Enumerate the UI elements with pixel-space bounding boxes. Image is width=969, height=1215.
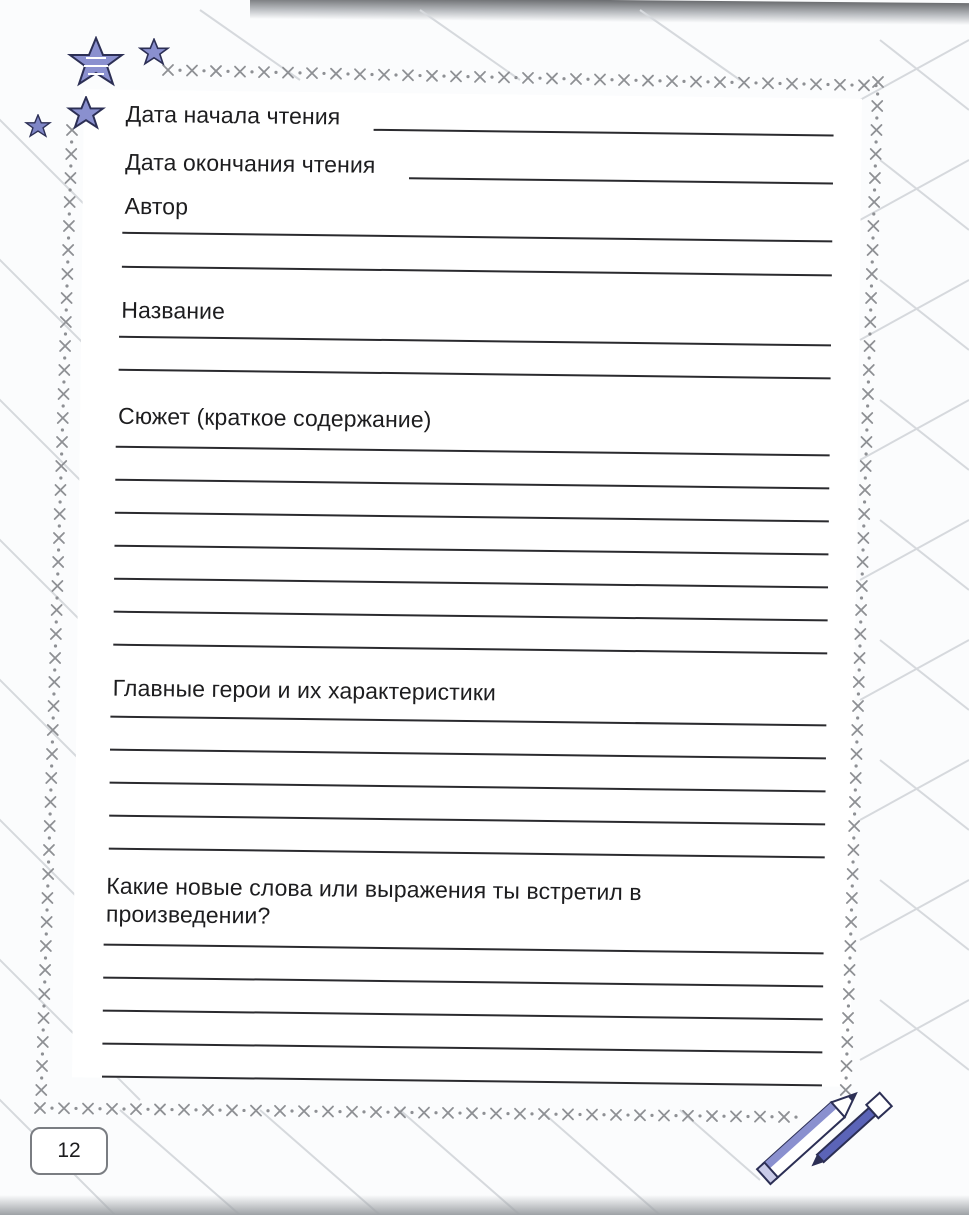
border-dot <box>586 78 589 81</box>
border-cross <box>66 149 76 159</box>
border-cross <box>871 125 881 135</box>
border-dot <box>754 81 757 84</box>
border-dot <box>70 140 73 143</box>
border-dot <box>826 83 829 86</box>
border-cross <box>853 701 863 711</box>
border-cross <box>35 1103 45 1113</box>
border-cross <box>56 461 66 471</box>
border-dot <box>146 1108 149 1111</box>
border-dot <box>634 79 637 82</box>
border-cross <box>872 101 882 111</box>
border-dot <box>802 82 805 85</box>
border-cross <box>835 80 845 90</box>
border-dot <box>53 668 56 671</box>
border-cross <box>419 1108 429 1118</box>
plot-label: Сюжет (краткое содержание) <box>117 402 432 433</box>
border-cross <box>187 66 197 76</box>
border-cross <box>854 677 864 687</box>
border-cross <box>52 605 62 615</box>
border-cross <box>83 1104 93 1114</box>
border-dot <box>52 716 55 719</box>
border-cross <box>259 67 269 77</box>
border-cross <box>863 389 873 399</box>
border-dot <box>514 76 517 79</box>
border-dot <box>698 1114 701 1117</box>
border-cross <box>61 317 71 327</box>
border-dot <box>658 79 661 82</box>
border-cross <box>571 74 581 84</box>
border-dot <box>66 260 69 263</box>
border-cross <box>49 701 59 711</box>
border-cross <box>845 941 855 951</box>
border-dot <box>610 78 613 81</box>
border-dot <box>847 1004 850 1007</box>
border-dot <box>730 81 733 84</box>
border-dot <box>872 212 875 215</box>
border-dot <box>370 73 373 76</box>
border-dot <box>250 70 253 73</box>
new-words-label: Какие новые слова или выражения ты встретил в произведении? <box>105 872 642 929</box>
border-dot <box>850 908 853 911</box>
border-dot <box>49 788 52 791</box>
border-dot <box>54 644 57 647</box>
border-cross <box>251 1106 261 1116</box>
border-cross <box>848 869 858 879</box>
border-dot <box>64 332 67 335</box>
border-cross <box>42 893 52 903</box>
border-cross <box>862 413 872 423</box>
border-cross <box>523 73 533 83</box>
border-cross <box>856 605 866 615</box>
border-dot <box>846 1028 849 1031</box>
border-cross <box>787 79 797 89</box>
page-number: 12 <box>30 1127 108 1175</box>
border-dot <box>48 836 51 839</box>
border-cross <box>539 1109 549 1119</box>
border-cross <box>59 365 69 375</box>
border-cross <box>467 1108 477 1118</box>
border-cross <box>707 1111 717 1121</box>
border-cross <box>715 77 725 87</box>
border-cross <box>52 581 62 591</box>
border-dot <box>851 860 854 863</box>
border-dot <box>873 188 876 191</box>
border-dot <box>98 1107 101 1110</box>
border-cross <box>859 80 869 90</box>
border-cross <box>163 65 173 75</box>
border-cross <box>443 1108 453 1118</box>
border-cross <box>855 629 865 639</box>
border-cross <box>41 941 51 951</box>
border-dot <box>506 1112 509 1115</box>
border-dot <box>57 548 60 551</box>
star-icon <box>24 114 52 138</box>
border-dot <box>314 1110 317 1113</box>
star-icon <box>66 96 106 130</box>
border-dot <box>40 1076 43 1079</box>
border-dot <box>61 428 64 431</box>
border-cross <box>595 75 605 85</box>
border-dot <box>65 284 68 287</box>
border-dot <box>410 1111 413 1114</box>
border-cross <box>65 173 75 183</box>
border-cross <box>283 68 293 78</box>
border-dot <box>871 260 874 263</box>
border-cross <box>40 965 50 975</box>
border-cross <box>611 1110 621 1120</box>
border-cross <box>59 1103 69 1113</box>
border-dot <box>274 71 277 74</box>
border-cross <box>844 989 854 999</box>
border-cross <box>643 76 653 86</box>
border-dot <box>42 1028 45 1031</box>
border-dot <box>298 71 301 74</box>
border-cross <box>865 317 875 327</box>
border-cross <box>347 1107 357 1117</box>
border-cross <box>53 557 63 567</box>
border-dot <box>863 500 866 503</box>
border-dot <box>47 860 50 863</box>
end-date-label: Дата окончания чтения <box>125 148 376 178</box>
border-dot <box>868 356 871 359</box>
border-dot <box>202 69 205 72</box>
border-cross <box>848 845 858 855</box>
border-dot <box>68 212 71 215</box>
border-cross <box>60 341 70 351</box>
border-dot <box>875 116 878 119</box>
border-dot <box>855 764 858 767</box>
border-cross <box>849 821 859 831</box>
border-dot <box>850 83 853 86</box>
border-dot <box>853 812 856 815</box>
border-cross <box>563 1109 573 1119</box>
border-dot <box>42 1004 45 1007</box>
border-dot <box>650 1114 653 1117</box>
border-dot <box>674 1114 677 1117</box>
border-cross <box>842 1037 852 1047</box>
border-dot <box>418 74 421 77</box>
border-dot <box>346 72 349 75</box>
border-dot <box>862 524 865 527</box>
border-dot <box>266 1109 269 1112</box>
author-label: Автор <box>124 192 189 220</box>
border-cross <box>50 653 60 663</box>
border-dot <box>855 740 858 743</box>
border-dot <box>74 1107 77 1110</box>
border-cross <box>63 245 73 255</box>
border-cross <box>491 1108 501 1118</box>
border-cross <box>211 66 221 76</box>
border-dot <box>869 308 872 311</box>
border-dot <box>58 500 61 503</box>
border-dot <box>45 932 48 935</box>
border-cross <box>155 1104 165 1114</box>
border-cross <box>587 1110 597 1120</box>
border-dot <box>218 1109 221 1112</box>
border-cross <box>811 79 821 89</box>
page-bottom-shadow <box>0 1195 969 1215</box>
border-dot <box>338 1110 341 1113</box>
border-dot <box>482 1112 485 1115</box>
border-cross <box>45 821 55 831</box>
border-dot <box>538 77 541 80</box>
border-cross <box>869 197 879 207</box>
border-dot <box>178 69 181 72</box>
border-dot <box>458 1111 461 1114</box>
border-cross <box>46 773 56 783</box>
border-dot <box>58 524 61 527</box>
border-cross <box>49 677 59 687</box>
border-cross <box>38 1037 48 1047</box>
border-dot <box>43 980 46 983</box>
border-cross <box>371 1107 381 1117</box>
border-dot <box>861 572 864 575</box>
border-dot <box>490 76 493 79</box>
border-cross <box>515 1109 525 1119</box>
border-cross <box>859 509 869 519</box>
border-cross <box>739 78 749 88</box>
border-cross <box>635 1110 645 1120</box>
border-cross <box>873 77 883 87</box>
border-cross <box>227 1105 237 1115</box>
border-dot <box>394 73 397 76</box>
border-dot <box>778 82 781 85</box>
border-dot <box>46 884 49 887</box>
border-dot <box>626 1113 629 1116</box>
border-dot <box>845 1052 848 1055</box>
border-cross <box>619 75 629 85</box>
border-cross <box>355 69 365 79</box>
border-dot <box>871 236 874 239</box>
border-dot <box>290 1109 293 1112</box>
border-dot <box>68 188 71 191</box>
border-cross <box>65 197 75 207</box>
characters-label: Главные герои и их характеристики <box>112 674 497 706</box>
border-cross <box>861 437 871 447</box>
border-dot <box>876 92 879 95</box>
border-dot <box>170 1108 173 1111</box>
border-cross <box>846 917 856 927</box>
border-cross <box>691 77 701 87</box>
border-dot <box>62 380 65 383</box>
border-dot <box>865 428 868 431</box>
border-dot <box>434 1111 437 1114</box>
border-dot <box>226 70 229 73</box>
border-dot <box>866 404 869 407</box>
border-dot <box>602 1113 605 1116</box>
border-dot <box>466 75 469 78</box>
border-dot <box>50 1107 53 1110</box>
border-cross <box>51 629 61 639</box>
border-cross <box>763 78 773 88</box>
border-cross <box>852 725 862 735</box>
border-cross <box>299 1106 309 1116</box>
border-dot <box>851 884 854 887</box>
border-dot <box>861 548 864 551</box>
border-cross <box>867 269 877 279</box>
border-dot <box>868 332 871 335</box>
border-cross <box>547 73 557 83</box>
border-dot <box>867 380 870 383</box>
border-cross <box>131 1104 141 1114</box>
border-dot <box>860 596 863 599</box>
border-cross <box>667 76 677 86</box>
border-dot <box>362 1110 365 1113</box>
border-cross <box>865 341 875 351</box>
border-dot <box>59 476 62 479</box>
border-cross <box>275 1106 285 1116</box>
border-cross <box>45 797 55 807</box>
border-cross <box>858 557 868 567</box>
border-cross <box>858 533 868 543</box>
border-dot <box>858 668 861 671</box>
border-dot <box>322 72 325 75</box>
border-cross <box>847 893 857 903</box>
border-cross <box>203 1105 213 1115</box>
border-dot <box>682 80 685 83</box>
border-dot <box>51 740 54 743</box>
pencil-icon <box>745 1065 895 1195</box>
border-dot <box>856 716 859 719</box>
border-cross <box>62 269 72 279</box>
border-dot <box>530 1112 533 1115</box>
border-dot <box>854 788 857 791</box>
border-dot <box>706 80 709 83</box>
border-dot <box>874 140 877 143</box>
border-cross <box>39 989 49 999</box>
border-cross <box>866 293 876 303</box>
border-cross <box>43 869 53 879</box>
border-dot <box>874 164 877 167</box>
border-cross <box>44 845 54 855</box>
border-dot <box>562 77 565 80</box>
border-cross <box>499 72 509 82</box>
border-dot <box>55 596 58 599</box>
border-cross <box>57 437 67 447</box>
title-label: Название <box>121 296 226 325</box>
border-dot <box>65 308 68 311</box>
border-cross <box>868 245 878 255</box>
border-dot <box>848 956 851 959</box>
border-dot <box>858 644 861 647</box>
border-cross <box>331 69 341 79</box>
border-cross <box>307 68 317 78</box>
border-cross <box>855 653 865 663</box>
border-dot <box>50 764 53 767</box>
border-cross <box>107 1104 117 1114</box>
border-dot <box>52 692 55 695</box>
star-icon <box>66 36 126 88</box>
border-cross <box>451 71 461 81</box>
border-cross <box>55 485 65 495</box>
border-cross <box>42 917 52 927</box>
border-cross <box>403 70 413 80</box>
border-dot <box>41 1052 44 1055</box>
border-dot <box>62 404 65 407</box>
border-cross <box>47 749 57 759</box>
border-dot <box>857 692 860 695</box>
border-dot <box>852 836 855 839</box>
border-dot <box>45 908 48 911</box>
border-cross <box>37 1061 47 1071</box>
border-cross <box>235 67 245 77</box>
border-cross <box>845 965 855 975</box>
border-cross <box>851 749 861 759</box>
border-dot <box>194 1108 197 1111</box>
border-cross <box>659 1110 669 1120</box>
border-dot <box>49 812 52 815</box>
border-cross <box>59 389 69 399</box>
border-cross <box>860 485 870 495</box>
border-cross <box>179 1105 189 1115</box>
border-cross <box>861 461 871 471</box>
border-dot <box>442 74 445 77</box>
border-cross <box>731 1111 741 1121</box>
border-dot <box>55 620 58 623</box>
border-dot <box>864 452 867 455</box>
border-dot <box>67 236 70 239</box>
border-cross <box>39 1013 49 1023</box>
border-dot <box>848 980 851 983</box>
border-dot <box>56 572 59 575</box>
border-dot <box>386 1111 389 1114</box>
border-cross <box>683 1111 693 1121</box>
border-cross <box>851 773 861 783</box>
border-cross <box>54 533 64 543</box>
border-dot <box>722 1115 725 1118</box>
border-dot <box>69 164 72 167</box>
border-cross <box>843 1013 853 1023</box>
border-cross <box>850 797 860 807</box>
start-date-label: Дата начала чтения <box>125 100 341 130</box>
border-dot <box>63 356 66 359</box>
border-dot <box>859 620 862 623</box>
border-cross <box>871 149 881 159</box>
border-cross <box>868 221 878 231</box>
border-cross <box>857 581 867 591</box>
border-cross <box>395 1107 405 1117</box>
border-dot <box>60 452 63 455</box>
border-cross <box>64 221 74 231</box>
border-cross <box>427 71 437 81</box>
border-dot <box>870 284 873 287</box>
border-dot <box>578 1113 581 1116</box>
border-dot <box>242 1109 245 1112</box>
border-dot <box>849 932 852 935</box>
border-dot <box>554 1113 557 1116</box>
border-cross <box>864 365 874 375</box>
border-cross <box>870 173 880 183</box>
border-dot <box>864 476 867 479</box>
border-dot <box>122 1107 125 1110</box>
border-cross <box>379 70 389 80</box>
border-cross <box>62 293 72 303</box>
border-cross <box>36 1085 46 1095</box>
border-cross <box>323 1106 333 1116</box>
border-dot <box>44 956 47 959</box>
border-cross <box>48 725 58 735</box>
border-cross <box>58 413 68 423</box>
border-cross <box>475 72 485 82</box>
border-cross <box>55 509 65 519</box>
star-icon <box>138 38 170 66</box>
